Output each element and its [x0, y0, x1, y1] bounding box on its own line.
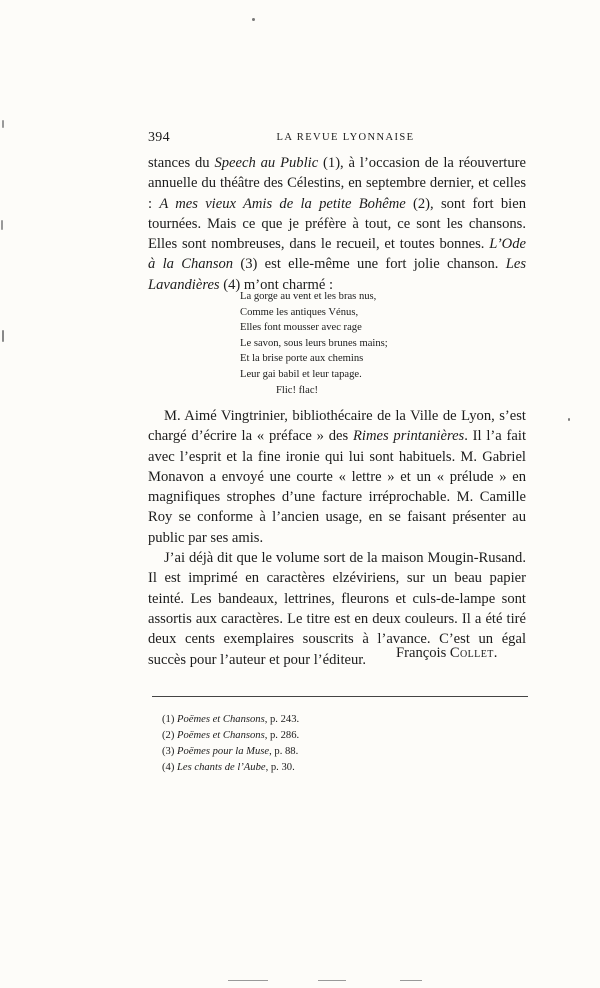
text-span: stances du — [148, 155, 215, 171]
page-number: 394 — [148, 130, 170, 145]
footnote-ref: , p. 30. — [265, 762, 295, 773]
footnotes — [162, 712, 299, 776]
text-span: (3) est elle-même une fort jolie chanson. — [233, 256, 506, 273]
author-signature — [396, 645, 498, 662]
italic-title: Rimes printanières — [352, 428, 465, 445]
paragraph-preface — [148, 406, 526, 548]
scan-speck — [2, 330, 4, 342]
scan-speck — [1, 220, 3, 230]
scan-speck — [2, 120, 4, 128]
footnote-title: Les chants de l’Aube — [177, 762, 266, 773]
footnote — [162, 744, 299, 760]
footnote-number: (4) — [162, 762, 178, 773]
scan-edge-mark — [318, 980, 346, 981]
italic-title: A mes vieux Amis de la petite Bohême — [159, 195, 406, 212]
paragraphs-preface-and-edition — [148, 406, 526, 670]
page-header — [148, 130, 523, 148]
running-title: LA REVUE LYONNAISE — [276, 132, 415, 143]
footnote-ref: , p. 243. — [264, 714, 300, 725]
text-span: M. Aimé Vingtrinier, bibliothécaire de la Ville de Lyon, s’est chargé d’écrire la « préface » des — [148, 408, 526, 445]
scan-edge-mark — [228, 980, 268, 981]
verse-quotation — [240, 289, 388, 398]
scan-speck — [568, 418, 570, 421]
footnote — [162, 760, 299, 776]
verse-line: Leur gai babil et leur tapage. — [240, 368, 362, 380]
footnote-rule — [152, 696, 528, 697]
verse-line: Et la brise porte aux chemins — [240, 353, 364, 365]
scan-speck — [252, 18, 255, 21]
italic-title: L’Ode à la Chanson — [148, 236, 526, 273]
verse-line: Flic! flac! — [276, 384, 319, 396]
paragraph-edition: J’ai déjà dit que le volume sort de la maison Mougin-Rusand. Il est imprimé en caractères elzéviriens, sur un beau papier teinté. Les bandeaux, lettrines, fleurons et culs-de-lampe sont assortis aux caractères. Le titre est en deux couleurs. Il a été tiré deux cents exemplaires souscrits à l’avance. C’est un égal succès pour l’auteur et pour l’éditeur. — [148, 550, 526, 668]
italic-title: Speech au Public — [214, 155, 319, 171]
footnote-number: (3) — [162, 746, 178, 757]
scan-edge-mark — [400, 980, 422, 981]
verse-line: Le savon, sous leurs brunes mains; — [240, 337, 388, 349]
footnote-number: (2) — [162, 730, 178, 741]
footnote-ref: , p. 88. — [269, 746, 299, 757]
footnote-number: (1) — [162, 714, 178, 725]
verse-line: La gorge au vent et les bras nus, — [240, 291, 377, 302]
footnote — [162, 728, 299, 744]
footnote-ref: , p. 286. — [264, 730, 300, 741]
text-span: . Il l’a fait avec l’esprit et la fine ironie qui lui sont habituels. M. Gabriel Monavon a envoyé une courte « lettre » et un « prélude » en magnifiques strophes d’une facture irréprochable. M. Camille Roy se conforme à l’ancien usage, en se faisant présenter au public par ses amis. — [148, 428, 527, 546]
paragraph-chansons — [148, 153, 526, 295]
text-span: (4) m’ont charmé : — [219, 276, 334, 293]
text-span: (1), à l’occasion de la réouverture annuelle du théâtre des Célestins, en septembre dernier, et celles : — [148, 155, 526, 212]
footnote-title: Poëmes pour la Muse — [177, 746, 270, 757]
verse-line: Elles font mousser avec rage — [240, 322, 362, 334]
footnote-title: Poëmes et Chansons — [177, 730, 265, 741]
verse-line: Comme les antiques Vénus, — [240, 306, 359, 318]
signature-first-name: François — [396, 645, 450, 661]
signature-last-name: Collet. — [449, 645, 498, 661]
text-span: (2), sont fort bien tournées. Mais ce que je préfère à tout, ce sont les chansons. Elles sont nombreuses, dans le recueil, et toutes bonnes. — [148, 195, 527, 253]
footnote — [162, 712, 299, 728]
italic-title: Les Lavandières — [148, 256, 526, 293]
footnote-title: Poëmes et Chansons — [177, 714, 265, 725]
